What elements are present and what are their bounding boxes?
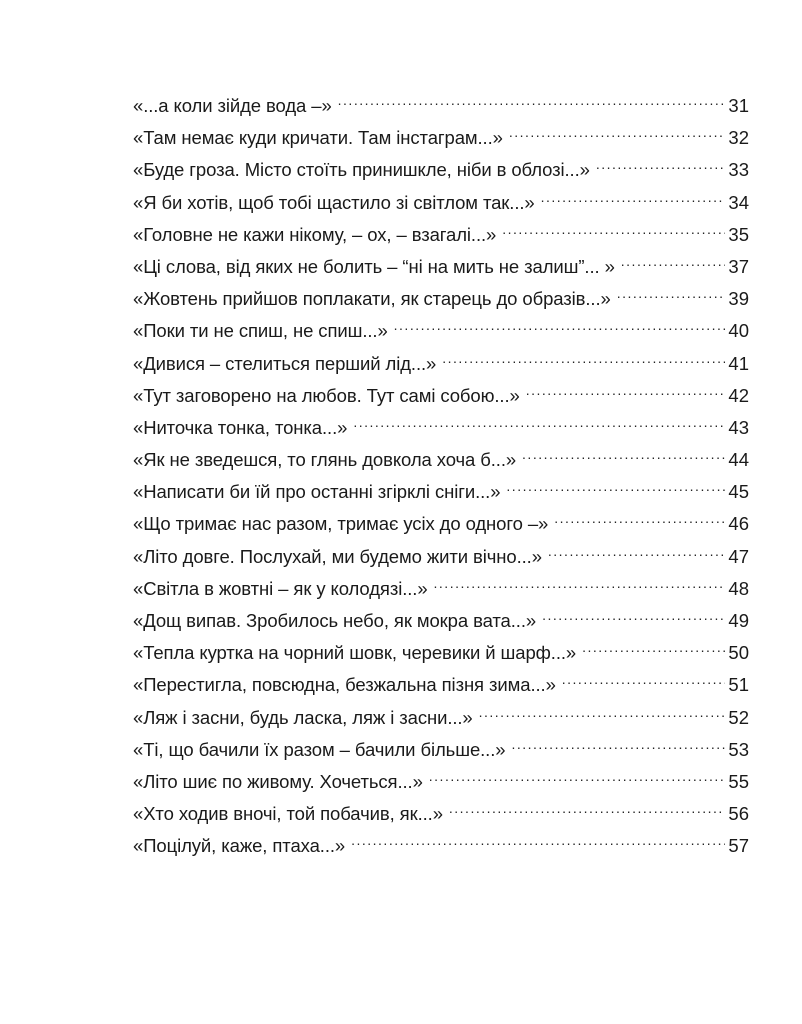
toc-entry-page: 32 (728, 127, 749, 149)
toc-entry-title: «Літо шиє по живому. Хочеться...» (133, 770, 423, 792)
toc-entry (133, 190, 749, 222)
toc-entry-title: «Головне не кажи нікому, – ох, – взагалі...» (133, 223, 497, 245)
toc-entry-title: «Ті, що бачили їх разом – бачили більше...» (133, 738, 506, 760)
toc-entry (133, 640, 749, 672)
toc-entry (133, 254, 749, 286)
dot-leader (479, 705, 726, 724)
toc-entry-page: 35 (728, 223, 749, 245)
toc-entry-page: 47 (728, 545, 749, 567)
toc-entry (133, 125, 749, 157)
toc-entry-title: «Що тримає нас разом, тримає усіх до одного –» (133, 513, 549, 535)
toc-entry-page: 51 (728, 674, 749, 696)
toc-entry-page: 40 (728, 320, 749, 342)
dot-leader (562, 673, 726, 692)
toc-entry-page: 55 (728, 770, 749, 792)
dot-leader (554, 512, 725, 531)
dot-leader (621, 254, 726, 273)
dot-leader (541, 190, 726, 209)
toc-entry (133, 447, 749, 479)
toc-entry-page: 45 (728, 481, 749, 503)
toc-entry-page: 57 (728, 835, 749, 857)
toc-entry-page: 34 (728, 191, 749, 213)
dot-leader (542, 609, 725, 628)
toc-entry-page: 52 (728, 706, 749, 728)
toc-entry-title: «Перестигла, повсюдна, безжальна пізня зима...» (133, 674, 556, 696)
toc-entry-title: «Я би хотів, щоб тобі щастило зі світлом так...» (133, 191, 535, 213)
toc-entry-title: «Поцілуй, каже, птаха...» (133, 835, 346, 857)
dot-leader (522, 448, 725, 467)
dot-leader (506, 480, 725, 499)
dot-leader (509, 126, 726, 145)
toc-entry-title: «...а коли зійде вода –» (133, 95, 332, 116)
toc-entry (133, 222, 749, 254)
toc-entry (133, 157, 749, 189)
dot-leader (442, 351, 725, 370)
toc-entry-page: 42 (728, 384, 749, 406)
toc-entry (133, 383, 749, 415)
toc-entry-title: «Тепла куртка на чорний шовк, черевики й шарф...» (133, 642, 577, 664)
toc-entry-page: 43 (728, 416, 749, 438)
toc-entry-page: 39 (728, 288, 749, 310)
toc-entry-page: 49 (728, 610, 749, 631)
toc-entry-title: «Жовтень прийшов поплакати, як старець до образів...» (133, 288, 611, 310)
toc-entry (133, 544, 749, 576)
table-of-contents (133, 93, 749, 866)
toc-entry (133, 833, 749, 865)
dot-leader (351, 834, 725, 853)
toc-entry-title: «Ниточка тонка, тонка...» (133, 416, 348, 438)
toc-entry (133, 511, 749, 543)
toc-entry-title: «Світла в жовтні – як у колодязі...» (133, 577, 428, 599)
dot-leader (449, 802, 726, 821)
toc-entry-page: 48 (728, 577, 749, 599)
toc-entry-title: «Ляж і засни, будь ласка, ляж і засни...» (133, 706, 473, 728)
toc-entry-page: 46 (728, 513, 749, 535)
dot-leader (502, 222, 725, 241)
toc-entry-page: 56 (728, 803, 749, 825)
toc-entry-title: «Дивися – стелиться перший лід...» (133, 352, 437, 374)
toc-entry (133, 415, 749, 447)
toc-entry-title: «Дощ випав. Зробилось небо, як мокра вата...» (133, 610, 537, 631)
toc-entry-title: «Тут заговорено на любов. Тут самі собою...» (133, 384, 520, 406)
dot-leader (526, 383, 726, 402)
toc-entry (133, 672, 749, 704)
toc-entry (133, 93, 749, 125)
toc-entry-title: «Там немає куди кричати. Там інстаграм...» (133, 127, 503, 149)
dot-leader (394, 319, 726, 338)
toc-entry (133, 608, 749, 640)
toc-entry-page: 31 (728, 95, 749, 116)
dot-leader (338, 94, 726, 113)
toc-entry-title: «Поки ти не спиш, не спиш...» (133, 320, 388, 342)
toc-entry (133, 705, 749, 737)
toc-entry (133, 769, 749, 801)
dot-leader (511, 737, 725, 756)
dot-leader (429, 769, 726, 788)
toc-entry (133, 737, 749, 769)
dot-leader (434, 576, 726, 595)
toc-entry-title: «Написати би їй про останні згірклі сніги...» (133, 481, 501, 503)
toc-entry-title: «Як не зведешся, то глянь довкола хоча б...» (133, 449, 517, 471)
toc-entry-page: 53 (728, 738, 749, 760)
toc-entry (133, 479, 749, 511)
toc-entry-page: 44 (728, 449, 749, 471)
toc-entry-title: «Буде гроза. Місто стоїть принишкле, ніби в облозі...» (133, 159, 590, 181)
dot-leader (353, 415, 725, 434)
toc-entry-page: 41 (728, 352, 749, 374)
toc-entry (133, 286, 749, 318)
dot-leader (548, 544, 726, 563)
dot-leader (617, 287, 726, 306)
toc-entry-title: «Літо довге. Послухай, ми будемо жити вічно...» (133, 545, 542, 567)
toc-entry-page: 33 (728, 159, 749, 181)
toc-entry (133, 351, 749, 383)
toc-entry (133, 576, 749, 608)
dot-leader (596, 158, 726, 177)
toc-entry-title: «Ці слова, від яких не болить – “ні на мить не залиш”... » (133, 255, 615, 277)
toc-entry-page: 50 (728, 642, 749, 664)
toc-entry-page: 37 (728, 255, 749, 277)
toc-entry-title: «Хто ходив вночі, той побачив, як...» (133, 803, 443, 825)
dot-leader (582, 641, 725, 660)
toc-entry (133, 801, 749, 833)
toc-entry (133, 318, 749, 350)
